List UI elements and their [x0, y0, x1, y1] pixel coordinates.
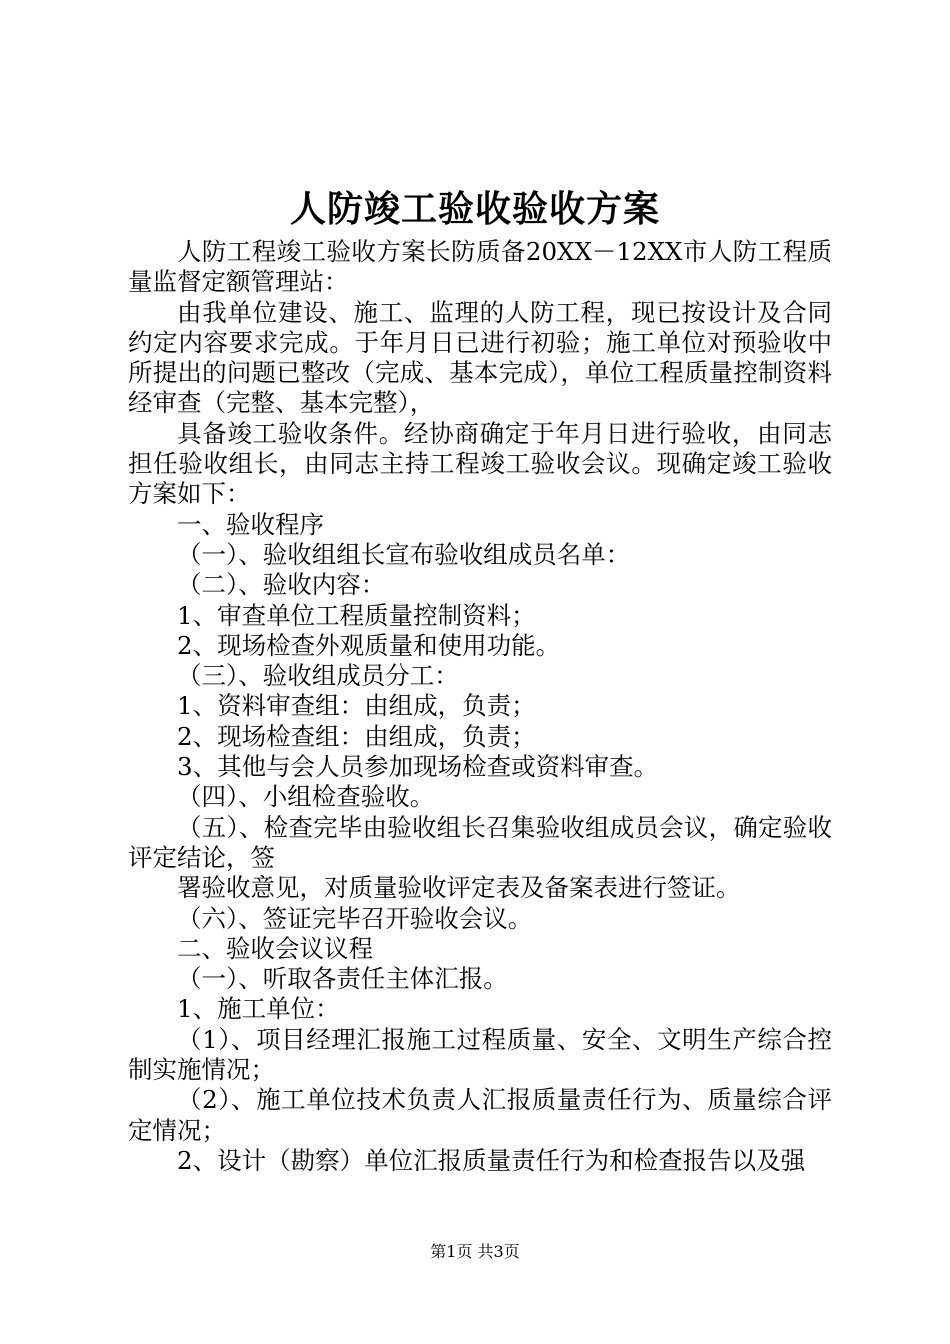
- paragraph: 1、施工单位：: [177, 994, 340, 1024]
- paragraph: 2、现场检查组：由组成，负责；: [177, 721, 536, 751]
- section-heading: 二、验收会议议程: [177, 933, 373, 963]
- paragraph: 2、设计（勘察）单位汇报质量责任行为和检查报告以及强: [177, 1145, 806, 1175]
- paragraph: （2）、施工单位技术负责人汇报质量责任行为、质量综合评定情况；: [128, 1085, 832, 1145]
- paragraph: （六）、签证完毕召开验收会议。: [177, 903, 533, 933]
- paragraph: （五）、检查完毕由验收组长召集验收组成员会议，确定验收评定结论，签: [128, 812, 832, 872]
- section-heading: 一、验收程序: [177, 509, 324, 539]
- paragraph: （四）、小组检查验收。: [177, 782, 435, 812]
- paragraph: （二）、验收内容：: [177, 570, 386, 600]
- paragraph: 1、资料审查组：由组成，负责；: [177, 691, 536, 721]
- paragraph: （1）、项目经理汇报施工过程质量、安全、文明生产综合控制实施情况；: [128, 1024, 832, 1085]
- paragraph: （一）、验收组组长宣布验收组成员名单：: [177, 539, 631, 569]
- paragraph: （三）、验收组成员分工：: [177, 661, 459, 691]
- page-footer: 第1页 共3页: [430, 1242, 520, 1261]
- paragraph: 1、审查单位工程质量控制资料；: [177, 600, 536, 630]
- paragraph: 2、现场检查外观质量和使用功能。: [177, 630, 561, 660]
- paragraph: 署验收意见，对质量验收评定表及备案表进行签证。: [177, 873, 741, 903]
- paragraph: 3、其他与会人员参加现场检查或资料审查。: [177, 752, 659, 782]
- document-body: [128, 237, 832, 1176]
- document-title: 人防竣工验收验收方案: [289, 188, 660, 230]
- paragraph: 由我单位建设、施工、监理的人防工程，现已按设计及合同约定内容要求完成。于年月日已进行初验；施工单位对预验收中所提出的问题已整改（完成、基本完成），单位工程质量控制资料经审查（完整、基本完整），: [128, 297, 832, 418]
- paragraph: （一）、听取各责任主体汇报。: [177, 964, 508, 994]
- paragraph: 具备竣工验收条件。经协商确定于年月日进行验收，由同志担任验收组长，由同志主持工程竣工验收会议。现确定竣工验收方案如下：: [128, 418, 832, 509]
- paragraph: 人防工程竣工验收方案长防质备20XX－12XX市人防工程质量监督定额管理站：: [128, 237, 832, 297]
